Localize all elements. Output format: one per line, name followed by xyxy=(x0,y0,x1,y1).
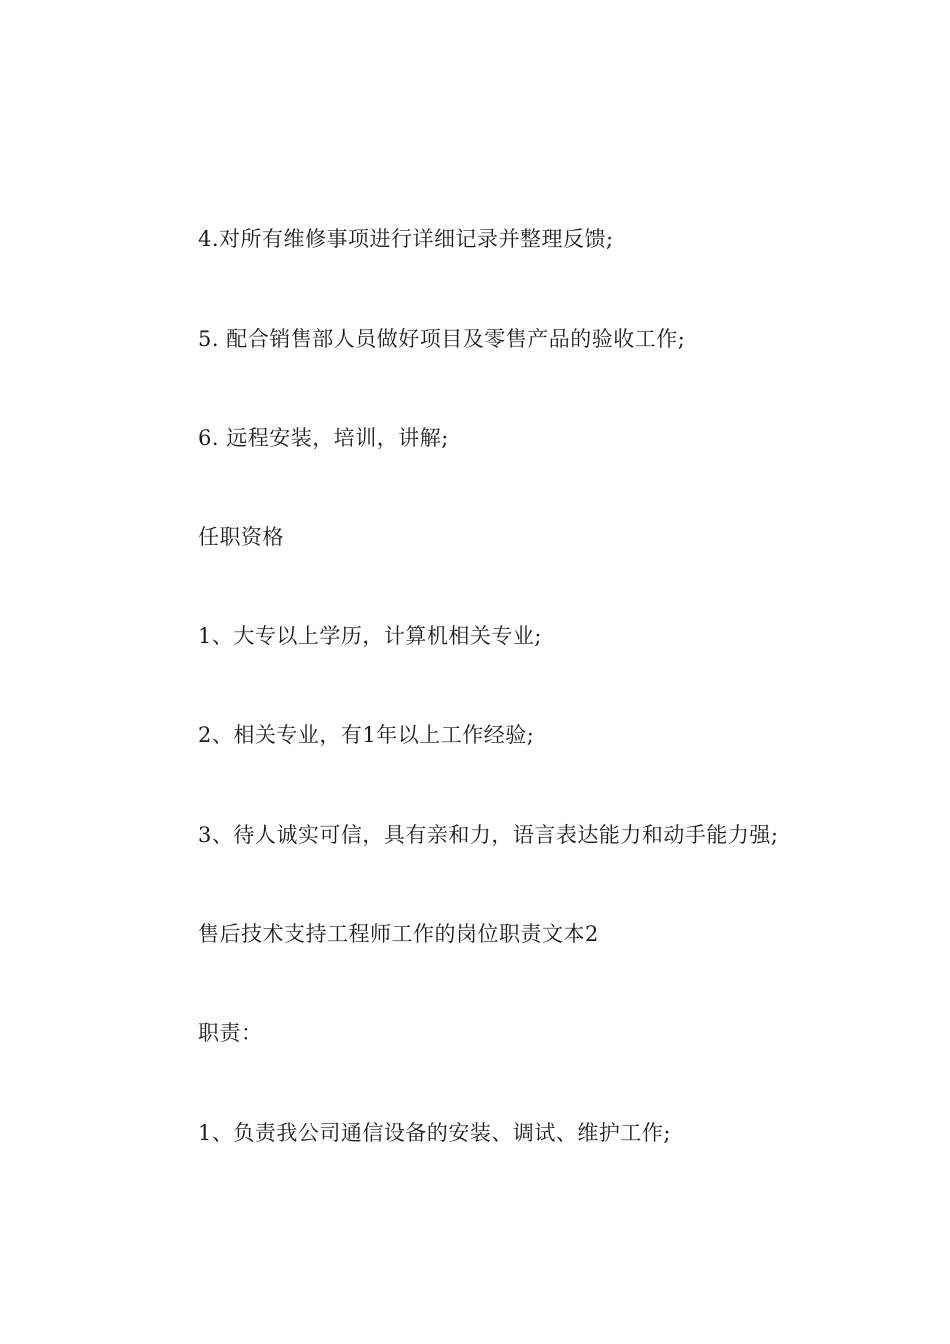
document-section-title: 售后技术支持工程师工作的岗位职责文本2 xyxy=(198,922,599,946)
paragraph-duty-4: 4.对所有维修事项进行详细记录并整理反馈; xyxy=(198,227,614,251)
paragraph-qualification-3: 3、待人诚实可信，具有亲和力，语言表达能力和动手能力强; xyxy=(198,823,779,847)
section-heading-qualifications: 任职资格 xyxy=(198,525,284,549)
paragraph-duty-6: 6. 远程安装，培训，讲解; xyxy=(198,426,449,450)
paragraph-duty-5: 5. 配合销售部人员做好项目及零售产品的验收工作; xyxy=(198,327,686,351)
section-heading-duties: 职责： xyxy=(198,1021,263,1045)
paragraph-qualification-1: 1、大专以上学历，计算机相关专业; xyxy=(198,624,542,648)
paragraph-duty-1: 1、负责我公司通信设备的安装、调试、维护工作; xyxy=(198,1121,671,1145)
paragraph-qualification-2: 2、相关专业，有1年以上工作经验; xyxy=(198,723,535,747)
